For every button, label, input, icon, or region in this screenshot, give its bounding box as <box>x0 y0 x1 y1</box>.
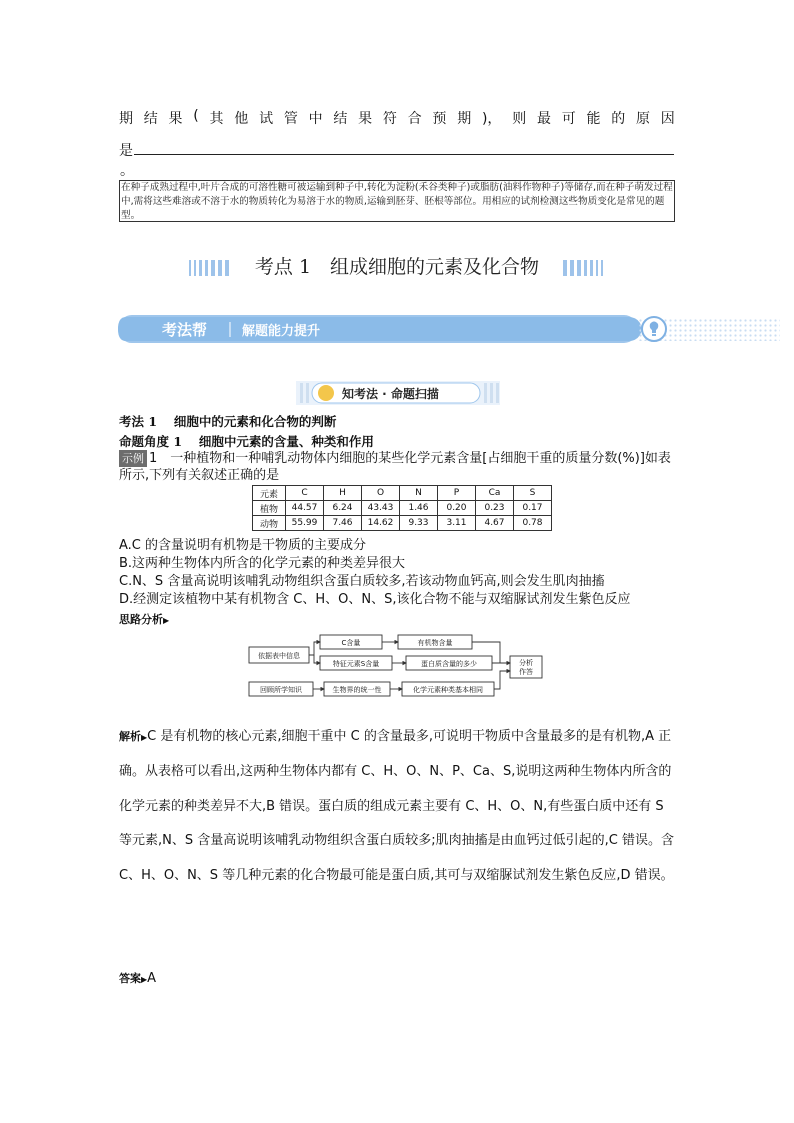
element-table <box>252 485 552 531</box>
line1-char: 期 <box>119 111 133 127</box>
line1-char: 可 <box>561 111 576 127</box>
table-row <box>253 501 552 516</box>
silu-label <box>119 611 169 627</box>
line1-char: 则 <box>512 111 527 127</box>
kaofabang-banner <box>118 313 780 345</box>
flow-box-5: 蛋白质含量的多少 <box>421 660 477 668</box>
line1-char: 结 <box>333 111 348 127</box>
section-title-text: 考点 1 组成细胞的元素及化合物 <box>254 256 540 278</box>
example-question <box>119 450 675 484</box>
flow-box-3: 有机物含量 <box>417 639 453 647</box>
table-cell: 0.17 <box>514 501 552 516</box>
line1-char: 符 <box>382 111 397 127</box>
answer-block <box>119 970 156 986</box>
line1-char: 试 <box>259 111 274 127</box>
flow-box-9: 化学元素种类基本相同 <box>413 686 483 694</box>
top-line-1 <box>119 108 675 128</box>
answer-label: 答案 <box>119 972 141 985</box>
flow-box-4: 特征元素S含量 <box>332 660 380 668</box>
table-cell: 0.78 <box>514 516 552 531</box>
option-b: B.这两种生物体内所含的化学元素的种类差异很大 <box>119 556 406 571</box>
stripes-left-icon <box>187 260 235 276</box>
top-line-2: 是 <box>119 143 133 159</box>
table-cell: P <box>438 486 476 501</box>
table-cell: 14.62 <box>362 516 400 531</box>
section-title <box>0 252 794 279</box>
banner-left-text: 考法帮 <box>162 321 208 339</box>
table-cell: 6.24 <box>324 501 362 516</box>
thinking-flow-diagram <box>248 634 548 702</box>
analysis-text: C 是有机物的核心元素,细胞干重中 C 的含量最多,可说明干物质中含量最多的是有机物,A 正确。从表格可以看出,这两种生物体内都有 C、H、O、N、P、Ca、S,说明这两种生物体内所含的化学元素的种类差异不大,B 错误。蛋白质的组成元素主要有 C、H、O、N,有些蛋白质中还有 S 等元素,N、S 含量高说明该哺乳动物组织含蛋白质较多;肌肉抽搐是由血钙过低引起的,C 错误。含 C、H、O、N、S 等几种元素的化合物最可能是蛋白质,其可与双缩脲试剂发生紫色反应,D 错误。 <box>119 729 674 883</box>
line1-char: 期 <box>457 111 472 127</box>
kaofa-heading: 考法 1 细胞中的元素和化合物的判断 <box>119 414 337 429</box>
table-cell: C <box>286 486 324 501</box>
flow-box-1: 依据表中信息 <box>258 652 300 660</box>
table-cell: 55.99 <box>286 516 324 531</box>
line1-char: 的 <box>611 111 626 127</box>
table-cell: N <box>400 486 438 501</box>
analysis-block <box>119 720 675 893</box>
banner-right-text: 解题能力提升 <box>242 324 321 339</box>
triangle-icon: ▶ <box>141 733 148 742</box>
table-header-row <box>253 486 552 501</box>
option-a: A.C 的含量说明有机物是干物质的主要成分 <box>119 538 367 553</box>
table-cell: 44.57 <box>286 501 324 516</box>
option-c: C.N、S 含量高说明该哺乳动物组织含蛋白质较多,若该动物血钙高,则会发生肌肉抽搐 <box>119 574 605 589</box>
angle-heading: 命题角度 1 细胞中元素的含量、种类和作用 <box>119 434 374 449</box>
table-cell: 1.46 <box>400 501 438 516</box>
example-tag: 示例 <box>119 450 147 467</box>
line1-char: 果 <box>168 111 183 127</box>
line1-char: 合 <box>407 111 422 127</box>
table-cell: 0.20 <box>438 501 476 516</box>
silu-text: 思路分析 <box>119 613 163 626</box>
line1-char: 结 <box>143 111 158 127</box>
analysis-label: 解析 <box>119 730 141 743</box>
triangle-icon: ▶ <box>141 975 148 984</box>
line1-char: 能 <box>586 111 601 127</box>
table-cell: 植物 <box>253 501 286 516</box>
table-cell: 3.11 <box>438 516 476 531</box>
table-cell: 7.46 <box>324 516 362 531</box>
table-cell: 动物 <box>253 516 286 531</box>
answer-blank-line <box>134 154 674 155</box>
top-line-3: 。 <box>120 163 134 179</box>
line1-char: ( <box>193 108 199 124</box>
table-cell: O <box>362 486 400 501</box>
table-cell: 43.43 <box>362 501 400 516</box>
table-row <box>253 516 552 531</box>
answer-value: A <box>147 971 157 986</box>
table-cell: 4.67 <box>476 516 514 531</box>
flow-box-7: 回顾所学知识 <box>260 686 302 694</box>
stripes-right-icon <box>559 260 607 276</box>
tip-box: 在种子成熟过程中,叶片合成的可溶性糖可被运输到种子中,转化为淀粉(禾谷类种子)或脂肪(油料作物种子)等储存,而在种子萌发过程中,需将这些难溶或不溶于水的物质转化为易溶于水的物质,运输到胚芽、胚根等部位。用相应的试剂检测这些物质变化是常见的题型。 <box>119 180 675 222</box>
table-cell: H <box>324 486 362 501</box>
option-d: D.经测定该植物中某有机物含 C、H、O、N、S,该化合物不能与双缩脲试剂发生紫色反应 <box>119 592 631 607</box>
flow-box-8: 生物界的统一性 <box>332 686 382 694</box>
line1-char: 其 <box>209 111 224 127</box>
table-cell: 0.23 <box>476 501 514 516</box>
zhikaofa-subbanner <box>296 381 500 405</box>
line1-char: 他 <box>234 111 249 127</box>
table-cell: Ca <box>476 486 514 501</box>
example-text: 一种植物和一种哺乳动物体内细胞的某些化学元素含量[占细胞干重的质量分数(%)]如表所示,下列有关叙述正确的是 <box>119 451 671 483</box>
line1-char: 管 <box>283 111 298 127</box>
flow-box-6: 分析作答 <box>519 659 533 676</box>
table-cell: 9.33 <box>400 516 438 531</box>
example-number: 1 <box>149 451 158 466</box>
line1-char: 原 <box>636 111 651 127</box>
subbanner-text: 知考法 · 命题扫描 <box>342 387 439 401</box>
line1-char: 最 <box>536 111 551 127</box>
table-cell: 元素 <box>253 486 286 501</box>
line1-char: )， <box>481 111 502 127</box>
table-cell: S <box>514 486 552 501</box>
line1-char: 果 <box>358 111 373 127</box>
triangle-icon: ▶ <box>163 616 170 625</box>
line1-char: 预 <box>432 111 447 127</box>
flow-box-2: C含量 <box>341 639 361 647</box>
line1-char: 因 <box>660 111 675 127</box>
line1-char: 中 <box>308 111 323 127</box>
